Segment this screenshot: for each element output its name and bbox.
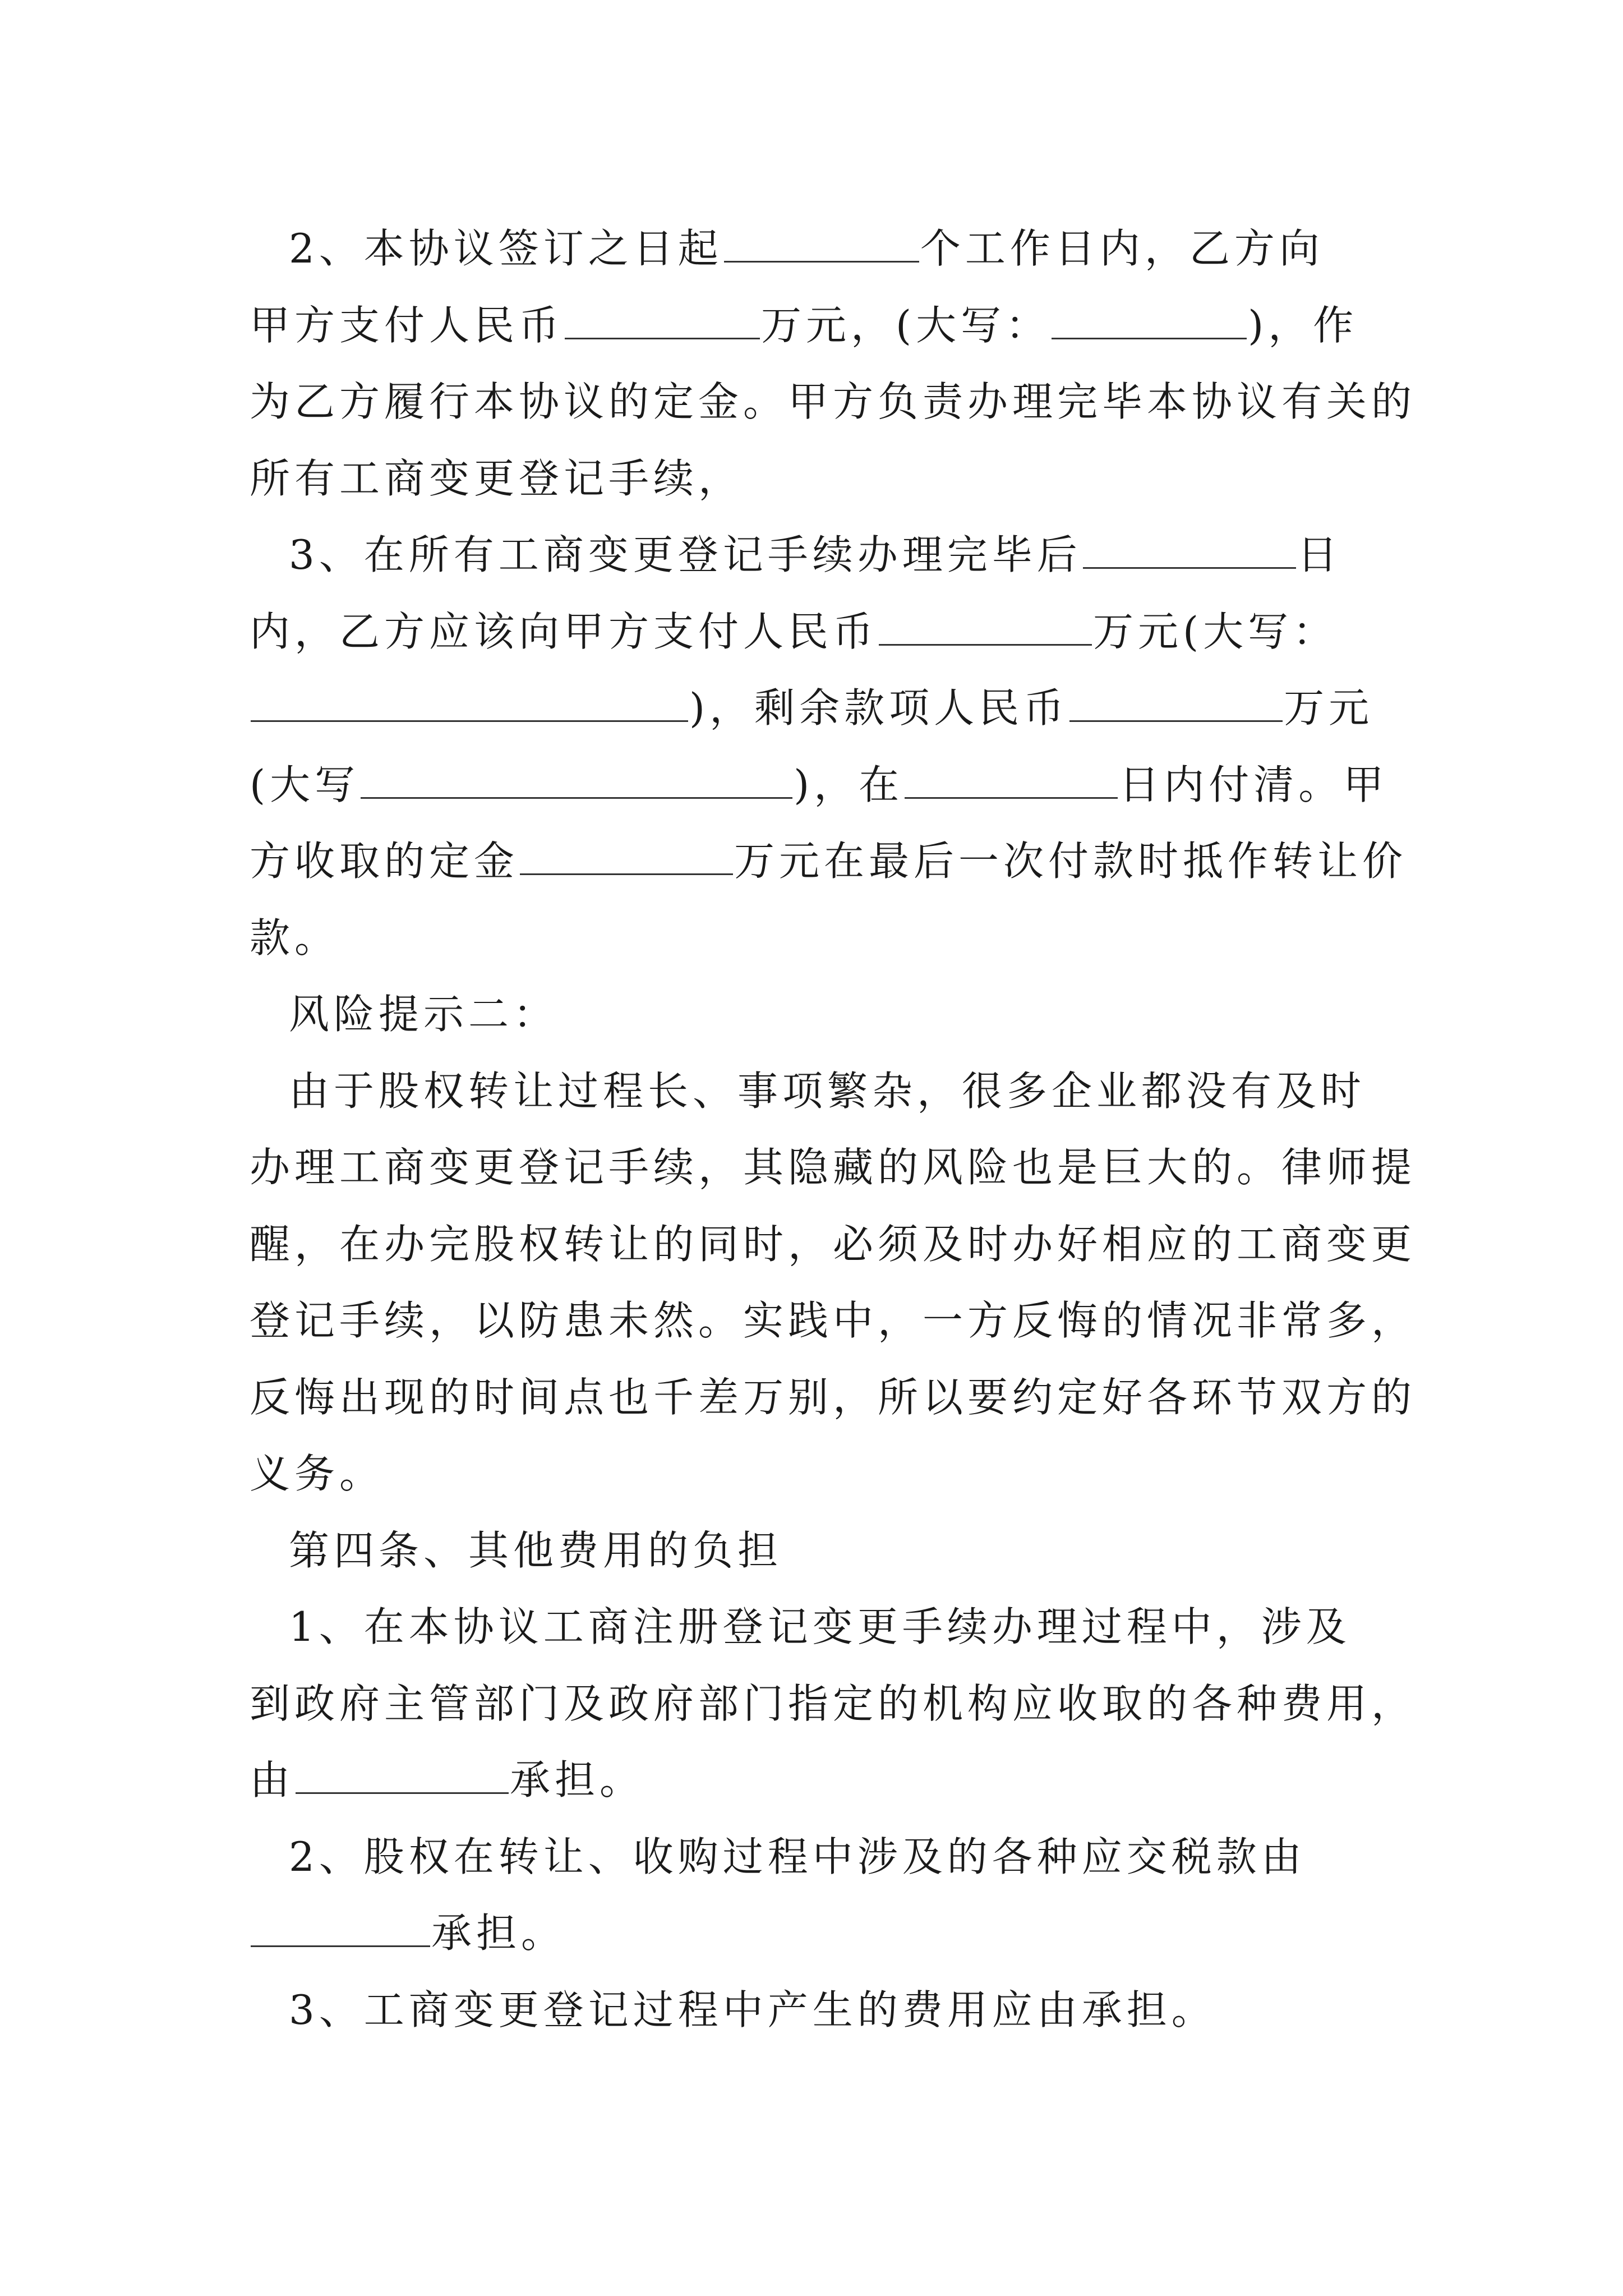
fill-in-blank xyxy=(296,1756,509,1794)
text-line xyxy=(250,210,1388,287)
text-segment: 由于股权转让过程长、事项繁杂，很多企业都没有及时 xyxy=(289,1067,1366,1115)
text-segment: 个工作日内，乙方向 xyxy=(920,225,1324,272)
text-line xyxy=(250,593,1388,670)
text-line xyxy=(250,1742,1388,1819)
fill-in-blank xyxy=(1052,302,1247,339)
text-segment: 3、在所有工商变更登记手续办理完毕后 xyxy=(289,531,1082,578)
text-line xyxy=(250,747,1388,823)
fill-in-blank xyxy=(879,608,1092,646)
text-segment: 款。 xyxy=(250,914,340,961)
text-line xyxy=(250,1972,1388,2049)
text-line xyxy=(250,1129,1417,1206)
text-segment: 第四条、其他费用的负担 xyxy=(289,1526,783,1574)
text-segment: (大写 xyxy=(250,761,360,808)
text-segment: 万元在最后一次付款时抵作转让价 xyxy=(734,838,1408,885)
text-line xyxy=(250,1053,1388,1130)
text-line xyxy=(250,287,1388,364)
text-line xyxy=(250,1589,1388,1665)
text-line xyxy=(250,976,1388,1053)
document-page xyxy=(250,210,1417,2048)
text-segment: 办理工商变更登记手续，其隐藏的风险也是巨大的。律师提 xyxy=(250,1144,1417,1191)
text-line xyxy=(250,1435,1388,1512)
text-line xyxy=(250,1512,1388,1589)
fill-in-blank xyxy=(361,761,792,799)
text-segment: 万元(大写： xyxy=(1093,608,1338,655)
text-line xyxy=(250,1282,1417,1359)
text-segment: )，剩余款项人民币 xyxy=(689,684,1069,731)
text-segment: 醒，在办完股权转让的同时，必须及时办好相应的工商变更 xyxy=(250,1220,1417,1268)
text-segment: 甲方支付人民币 xyxy=(250,301,564,349)
text-line xyxy=(250,900,1388,977)
text-line xyxy=(250,1206,1417,1283)
text-segment: )，作 xyxy=(1248,301,1358,349)
text-segment: 内，乙方应该向甲方支付人民币 xyxy=(250,608,878,655)
fill-in-blank xyxy=(724,225,919,263)
text-line xyxy=(250,517,1388,593)
text-segment: )，在 xyxy=(794,761,904,808)
text-segment: 万元，(大写： xyxy=(761,301,1051,349)
fill-in-blank xyxy=(565,302,760,339)
fill-in-blank xyxy=(251,684,688,722)
text-segment: 由 xyxy=(250,1756,295,1803)
text-segment: 风险提示二： xyxy=(289,991,559,1038)
text-segment: 承担。 xyxy=(431,1910,566,1957)
text-line xyxy=(250,670,1388,747)
text-segment: 3、工商变更登记过程中产生的费用应由承担。 xyxy=(289,1986,1216,2033)
text-segment: 为乙方履行本协议的定金。甲方负责办理完毕本协议有关的 xyxy=(250,378,1417,425)
text-line xyxy=(250,364,1417,440)
text-segment: 所有工商变更登记手续， xyxy=(250,454,744,502)
text-line xyxy=(250,1665,1417,1742)
text-segment: 日 xyxy=(1297,531,1342,578)
text-segment: 承担。 xyxy=(510,1756,645,1803)
text-segment: 反悔出现的时间点也千差万别，所以要约定好各环节双方的 xyxy=(250,1373,1417,1421)
fill-in-blank xyxy=(251,1910,430,1947)
text-segment: 日内付清。甲 xyxy=(1119,761,1389,808)
text-line xyxy=(250,440,1388,517)
text-segment: 2、股权在转让、收购过程中涉及的各种应交税款由 xyxy=(289,1833,1306,1880)
fill-in-blank xyxy=(520,838,733,875)
text-segment: 义务。 xyxy=(250,1450,385,1497)
text-segment: 到政府主管部门及政府部门指定的机构应收取的各种费用， xyxy=(250,1680,1417,1727)
text-segment: 万元 xyxy=(1284,684,1374,731)
fill-in-blank xyxy=(1083,531,1296,569)
text-segment: 登记手续，以防患未然。实践中，一方反悔的情况非常多， xyxy=(250,1297,1417,1344)
text-line xyxy=(250,1819,1388,1895)
text-segment: 方收取的定金 xyxy=(250,838,519,885)
text-line xyxy=(250,823,1408,900)
text-line xyxy=(250,1359,1417,1436)
text-line xyxy=(250,1895,1388,1972)
fill-in-blank xyxy=(905,761,1118,799)
fill-in-blank xyxy=(1069,684,1283,722)
text-segment: 2、本协议签订之日起 xyxy=(289,225,723,272)
text-segment: 1、在本协议工商注册登记变更手续办理过程中，涉及 xyxy=(289,1603,1351,1650)
